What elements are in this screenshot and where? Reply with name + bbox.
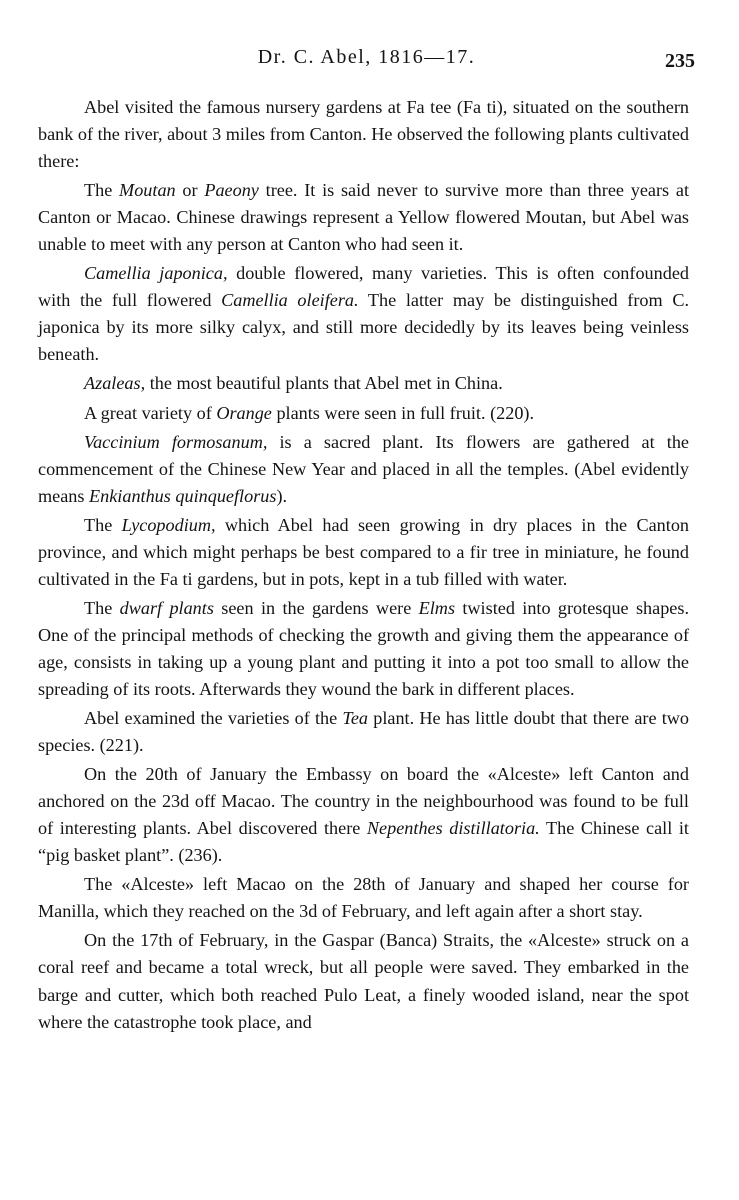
paragraph [38, 94, 689, 175]
italic-run: Camellia japonica, [84, 263, 228, 284]
paragraph [38, 595, 689, 703]
text-run: The [84, 597, 120, 618]
text-run: plants were seen in full fruit. (220). [271, 402, 535, 423]
running-head [38, 46, 695, 76]
text-run: seen in the gardens were [213, 597, 419, 618]
paragraph [38, 927, 689, 1035]
paragraph [38, 705, 689, 759]
text-run: The latter may be distinguished from C. japonica by its more silky calyx, and still more decidedly by its leaves being veinless beneath. [38, 290, 689, 365]
italic-run: Elms [418, 597, 456, 618]
text-run: is a sacred plant. Its flowers are gathered at the commencement of the Chinese New Year and placed in all the temples. (Abel evidently means [38, 431, 689, 506]
text-run: Abel visited the famous nursery gardens at Fa tee (Fa ti), situated on the southern bank of the river, about 3 miles from Canton. He observed the following plants cultivated there: [38, 97, 689, 172]
paragraph [38, 512, 689, 593]
text-run: Abel examined the varieties of the [84, 708, 343, 729]
text-run: double flowered, many varieties. This is often confounded with the full flowered [38, 263, 689, 311]
paragraph [38, 761, 689, 869]
italic-run: Paeony [204, 180, 259, 201]
text-run: The [84, 180, 120, 201]
text-run: plant. He has little doubt that there are two species. (221). [38, 708, 689, 756]
italic-run: Azaleas, [84, 373, 146, 394]
italic-run: Camellia oleifera. [221, 290, 359, 311]
italic-run: Vaccinium formosanum, [84, 431, 268, 452]
text-run: the most beautiful plants that Abel met in China. [145, 373, 503, 394]
text-run: The [84, 514, 122, 535]
italic-run: Orange [216, 402, 272, 423]
text-run: tree. It is said never to survive more than three years at Canton or Macao. Chinese drawings represent a Yellow flowered Moutan, but Abel was unable to meet with any person at Canton who had seen it. [38, 180, 689, 255]
text-run: The Chinese call it “pig basket plant”. (236). [38, 818, 689, 866]
text-run: or [175, 180, 205, 201]
italic-run: Lycopodium, [121, 514, 216, 535]
paragraph [38, 370, 689, 397]
text-run: On the 17th of February, in the Gaspar (Banca) Straits, the «Alceste» struck on a coral reef and became a total wreck, but all people were saved. They embarked in the barge and cutter, which both reached Pulo Leat, a finely wooded island, near the spot where the catastrophe took place, and [38, 930, 689, 1032]
header-title: Dr. C. Abel, 1816—17. [257, 46, 476, 68]
page-number: 235 [665, 50, 695, 72]
italic-run: Tea [342, 708, 369, 729]
italic-run: dwarf plants [119, 597, 214, 618]
text-run: ). [276, 485, 288, 506]
italic-run: Nepenthes distillatoria. [366, 818, 540, 839]
text-run: which Abel had seen growing in dry places in the Canton province, and which might perhaps be best compared to a fir tree in miniature, he found cultivated in the Fa ti gardens, but in pots, kept in a tub filled with water. [38, 514, 690, 589]
paragraph [38, 429, 689, 510]
text-run: A great variety of [84, 402, 217, 423]
italic-run: Enkianthus quinqueflorus [89, 485, 277, 506]
text-run: The «Alceste» left Macao on the 28th of January and shaped her course for Manilla, which they reached on the 3d of February, and left again after a short stay. [38, 874, 689, 922]
italic-run: Moutan [119, 180, 176, 201]
paragraph [38, 260, 689, 368]
paragraph [38, 177, 689, 258]
paragraph [38, 871, 689, 925]
text-run: twisted into grotesque shapes. One of the principal methods of checking the growth and giving them the appearance of age, consists in taking up a young plant and putting it into a pot too small to allow the spreading of its roots. Afterwards they wound the bark in different places. [38, 597, 690, 699]
body-text [38, 94, 689, 1036]
text-run: On the 20th of January the Embassy on board the «Alceste» left Canton and anchored on the 23d off Macao. The country in the neighbourhood was found to be full of interesting plants. Abel discovered there [38, 764, 689, 839]
paragraph [38, 400, 689, 427]
